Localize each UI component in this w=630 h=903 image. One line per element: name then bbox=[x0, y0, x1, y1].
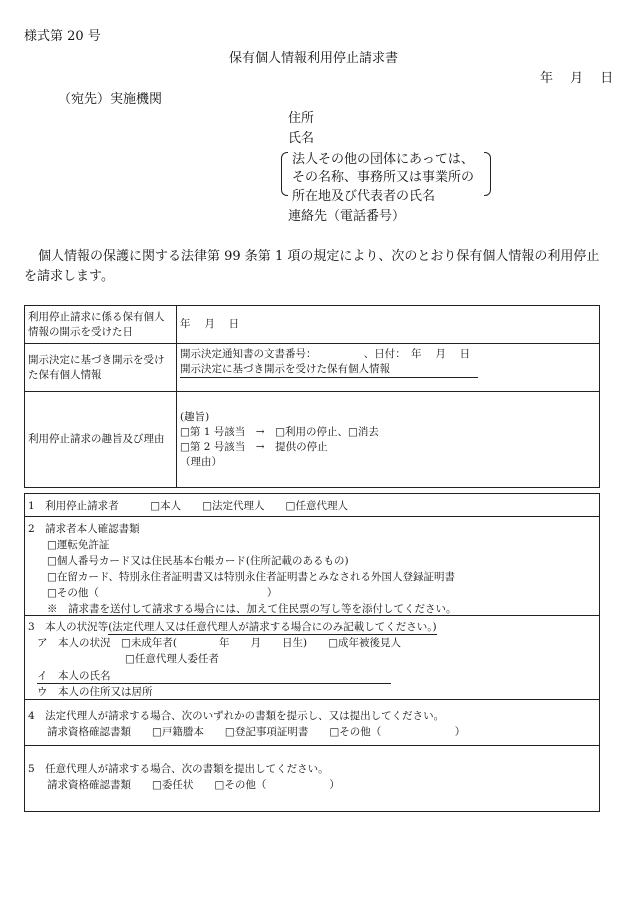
left-bracket bbox=[281, 152, 288, 196]
contact-label: 連絡先（電話番号） bbox=[288, 209, 406, 224]
id-doc-item: □個人番号カード又は住民基本台帳カード(住所記載のあるもの) bbox=[47, 555, 349, 567]
purpose-heading: (趣旨) bbox=[180, 410, 210, 423]
disclosure-date-value: 年 月 日 bbox=[177, 306, 600, 344]
disclosed-info-text: 開示決定に基づき開示を受けた保有個人情報 bbox=[180, 362, 478, 378]
id-doc-item: □その他（ ） bbox=[47, 587, 278, 599]
voluntary-rep-docs: 請求資格確認書類 □委任状 □その他（ ） bbox=[47, 779, 340, 791]
corp-note-1: 法人その他の団体にあっては、 bbox=[292, 152, 474, 167]
intro-line-1: 個人情報の保護に関する法律第 99 条第 1 項の規定により、次のとおり保有個人情報の利用停止 bbox=[38, 249, 600, 264]
table-row bbox=[25, 344, 600, 392]
purpose-reason-label: 利用停止請求の趣旨及び理由 bbox=[25, 392, 177, 488]
person-status-heading bbox=[28, 619, 437, 635]
disclosed-info-cell bbox=[177, 344, 600, 392]
person-name-field: イ 本人の氏名 bbox=[37, 668, 391, 684]
form-number: 様式第 20 号 bbox=[24, 29, 101, 44]
id-doc-item: □在留カード、特別永住者証明書又は特別永住者証明書とみなされる外国人登録証明書 bbox=[47, 571, 455, 583]
divider bbox=[25, 516, 599, 517]
addressee: （宛先）実施機関 bbox=[58, 92, 163, 107]
divider bbox=[25, 699, 599, 700]
person-status-title: 3 本人の状況等 bbox=[28, 621, 109, 633]
id-doc-item: □運転免許証 bbox=[47, 539, 110, 551]
legal-rep-docs: 請求資格確認書類 □戸籍謄本 □登記事項証明書 □その他（ ） bbox=[47, 726, 466, 738]
voluntary-rep-heading: 5 任意代理人が請求する場合、次の書類を提出してください。 bbox=[28, 763, 329, 775]
requester-type-line: 1 利用停止請求者 □本人 □法定代理人 □任意代理人 bbox=[28, 500, 348, 512]
disclosed-info-label: 開示決定に基づき開示を受けた保有個人情報 bbox=[25, 344, 177, 392]
person-status-note: (法定代理人又は任意代理人が請求する場合にのみ記載してください。) bbox=[108, 621, 437, 633]
id-docs-heading: 2 請求者本人確認書類 bbox=[28, 523, 140, 535]
right-bracket bbox=[484, 152, 491, 196]
divider bbox=[25, 615, 599, 616]
date-line: 年 月 日 bbox=[540, 71, 614, 86]
purpose-reason-cell bbox=[177, 392, 600, 488]
intro-line-2: を請求します。 bbox=[24, 269, 114, 284]
request-table bbox=[24, 305, 600, 488]
item-1-option: □第 1 号該当 → □利用の停止、□消去 bbox=[180, 425, 379, 438]
table-row bbox=[25, 306, 600, 344]
id-docs-note: ※ 請求書を送付して請求する場合には、加えて住民票の写し等を添付してください。 bbox=[47, 603, 457, 615]
corp-note-2: その名称、事務所又は事業所の bbox=[292, 170, 475, 185]
divider bbox=[25, 745, 599, 746]
reason-heading: （理由） bbox=[180, 455, 222, 468]
page-title: 保有個人情報利用停止請求書 bbox=[229, 51, 399, 66]
name-label: 氏名 bbox=[288, 131, 315, 146]
person-address-field: ウ 本人の住所又は居所 bbox=[37, 684, 391, 700]
item-2-option: □第 2 号該当 → 提供の停止 bbox=[180, 440, 328, 453]
person-status-line: ア 本人の状況 □未成年者( 年 月 日生) □成年被後見人 bbox=[37, 637, 402, 649]
table-row bbox=[25, 392, 600, 488]
corp-note-3: 所在地及び代表者の氏名 bbox=[292, 189, 436, 204]
requester-details-box bbox=[24, 493, 600, 812]
disclosure-date-label: 利用停止請求に係る保有個人情報の開示を受けた日 bbox=[25, 306, 177, 344]
legal-rep-heading: 4 法定代理人が請求する場合、次のいずれかの書類を提示し、又は提出してください。 bbox=[28, 710, 445, 722]
address-label: 住所 bbox=[288, 111, 315, 126]
disclosure-doc-number: 開示決定通知書の文書番号： 、日付： 年 月 日 bbox=[180, 348, 471, 360]
proxy-delegator-option: □任意代理人委任者 bbox=[125, 653, 219, 665]
